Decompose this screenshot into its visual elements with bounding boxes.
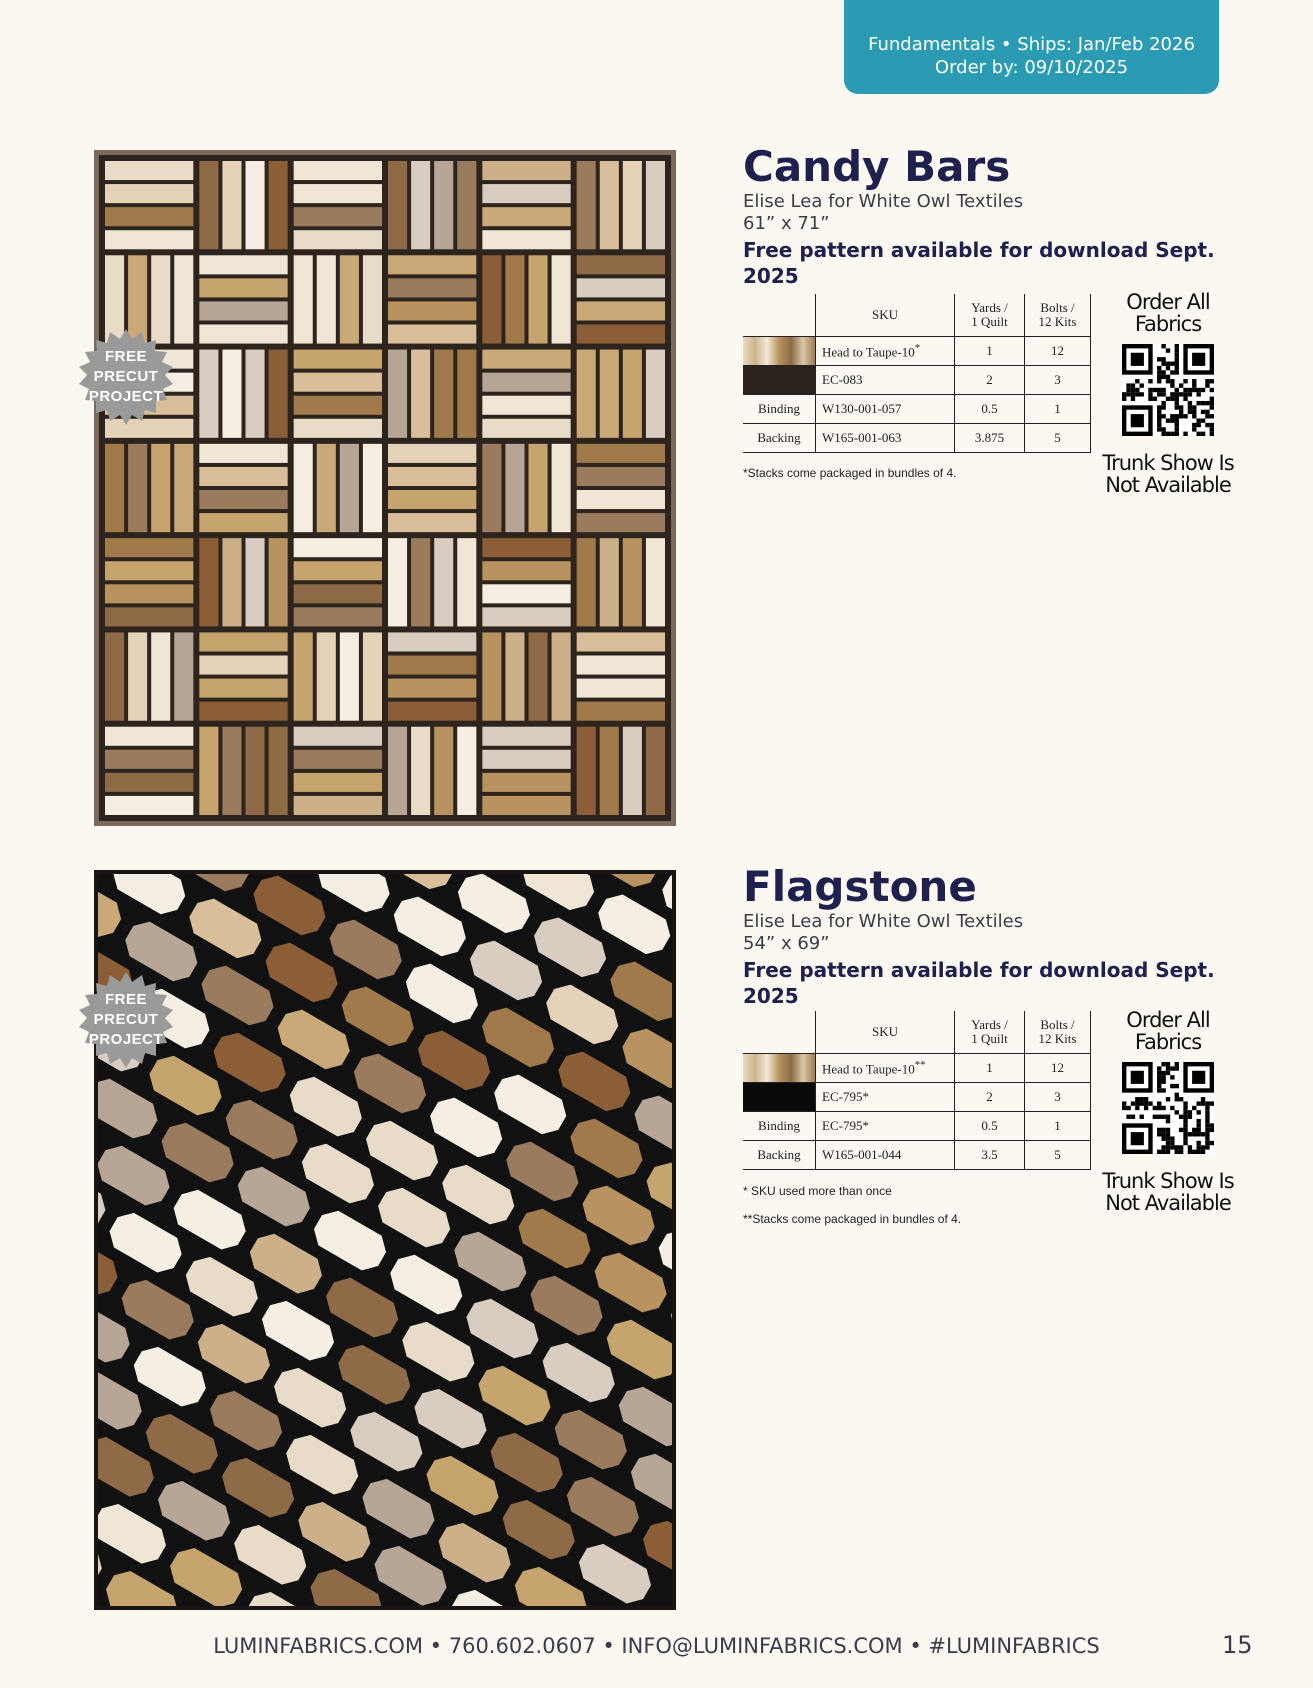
- row-yards: 1: [955, 337, 1025, 366]
- quilt-strip: [577, 679, 665, 698]
- col-bolts: Bolts / 12 Kits: [1025, 1011, 1091, 1054]
- quilt-strip: [577, 255, 665, 274]
- quilt-strip: [269, 161, 288, 249]
- badge-text: [89, 347, 163, 407]
- quilt-strip: [411, 727, 430, 815]
- quilt-strip: [174, 255, 193, 343]
- quilt-strip: [505, 255, 524, 343]
- quilt-strip: [600, 350, 619, 438]
- quilt-strip: [105, 727, 193, 746]
- trunk-line-1: Trunk Show Is: [1102, 451, 1234, 475]
- quilt-strip: [294, 207, 382, 226]
- row-bolts: 1: [1025, 395, 1091, 424]
- quilt-strip: [388, 679, 476, 698]
- qr-code-icon[interactable]: [1122, 1062, 1214, 1154]
- table-row: [743, 366, 1091, 395]
- quilt-strip: [577, 444, 665, 463]
- quilt-strip: [482, 207, 570, 226]
- quilt-strip: [577, 632, 665, 651]
- quilt-strip: [411, 350, 430, 438]
- quilt-strip: [246, 727, 265, 815]
- quilt-strip: [105, 773, 193, 792]
- quilt-strip: [482, 561, 570, 580]
- quilt-strip: [577, 702, 665, 721]
- quilt-strip: [482, 750, 570, 769]
- quilt-strip: [457, 350, 476, 438]
- col-bolts: Bolts / 12 Kits: [1025, 294, 1091, 337]
- order-label-line-2: Fabrics: [1134, 312, 1202, 336]
- quilt-strip: [577, 278, 665, 297]
- quilt-strip: [388, 632, 476, 651]
- quilt-strip: [199, 350, 218, 438]
- quilt-strip: [340, 255, 359, 343]
- designer: Elise Lea for White Owl Textiles: [743, 191, 1024, 212]
- table-row: [743, 424, 1091, 453]
- badge-text: [89, 990, 163, 1050]
- quilt-strip: [222, 727, 241, 815]
- quilt-strip: [600, 161, 619, 249]
- row-sku: W165-001-044: [816, 1141, 955, 1170]
- quilt-strip: [434, 727, 453, 815]
- quilt-strip: [388, 255, 476, 274]
- quilt-strip: [294, 161, 382, 180]
- quilt-strip: [151, 632, 170, 720]
- quilt-strip: [199, 513, 287, 532]
- header-line-2: Order by: 09/10/2025: [934, 57, 1129, 78]
- header-line-1: Fundamentals • Ships: Jan/Feb 2026: [868, 34, 1195, 55]
- quilt-strip: [199, 656, 287, 675]
- quilt-strip: [199, 255, 287, 274]
- stack-note: **Stacks come packaged in bundles of 4.: [743, 1212, 962, 1226]
- table-row: [743, 1141, 1091, 1170]
- row-sku: EC-795*: [816, 1083, 955, 1112]
- quilt-strip: [457, 727, 476, 815]
- quilt-strip: [199, 467, 287, 486]
- quilt-strip: [294, 773, 382, 792]
- quilt-strip: [340, 444, 359, 532]
- quilt-strip: [294, 561, 382, 580]
- quilt-strip: [577, 301, 665, 320]
- free-precut-badge: [76, 327, 176, 427]
- quilt-strip: [199, 444, 287, 463]
- quilt-strip: [577, 513, 665, 532]
- quilt-strip: [505, 632, 524, 720]
- flagstone-sku-table: [743, 1011, 1091, 1170]
- quilt-strip: [317, 255, 336, 343]
- quilt-strip: [505, 444, 524, 532]
- quilt-strip: [199, 702, 287, 721]
- col-sku: SKU: [816, 294, 955, 337]
- quilt-strip: [482, 607, 570, 626]
- row-sku: W130-001-057: [816, 395, 955, 424]
- quilt-strip: [411, 161, 430, 249]
- stack-note: *Stacks come packaged in bundles of 4.: [743, 466, 957, 480]
- table-row: [743, 1112, 1091, 1141]
- quilt-strip: [623, 727, 642, 815]
- trunk-line-2: Not Available: [1105, 473, 1231, 497]
- row-label: Binding: [743, 1112, 816, 1141]
- quilt-strip: [411, 538, 430, 626]
- quilt-strip: [577, 467, 665, 486]
- footer-contact: LUMINFABRICS.COM • 760.602.0607 • INFO@LUMINFABRICS.COM • #LUMINFABRICS: [213, 1634, 1100, 1658]
- quilt-strip: [482, 773, 570, 792]
- row-sku: Head to Taupe-10: [822, 1061, 915, 1077]
- quilt-strip: [482, 419, 570, 438]
- quilt-strip: [246, 350, 265, 438]
- quilt-strip: [457, 161, 476, 249]
- badge-line-1: FREE: [104, 991, 147, 1008]
- quilt-strip: [577, 727, 596, 815]
- quilt-strip: [482, 538, 570, 557]
- qr-code-icon[interactable]: [1122, 344, 1214, 436]
- quilt-strip: [646, 350, 665, 438]
- fabric-swatch: [743, 1054, 816, 1083]
- quilt-strip: [269, 727, 288, 815]
- quilt-strip: [294, 727, 382, 746]
- quilt-strip: [388, 350, 407, 438]
- quilt-strip: [105, 207, 193, 226]
- flagstone-quilt-graphic: [98, 874, 672, 1606]
- quilt-strip: [482, 727, 570, 746]
- quilt-strip: [482, 584, 570, 603]
- row-bolts: 3: [1025, 1083, 1091, 1112]
- quilt-strip: [222, 161, 241, 249]
- quilt-strip: [482, 161, 570, 180]
- sku-repeat-note: * SKU used more than once: [743, 1184, 892, 1198]
- badge-line-3: PROJECT: [88, 388, 164, 405]
- quilt-strip: [363, 632, 382, 720]
- quilt-strip: [105, 750, 193, 769]
- candy-bars-info: [743, 143, 1263, 289]
- quilt-strip: [222, 350, 241, 438]
- row-yards: 3.5: [955, 1141, 1025, 1170]
- quilt-strip: [388, 656, 476, 675]
- quilt-strip: [482, 184, 570, 203]
- quilt-strip: [388, 161, 407, 249]
- quilt-strip: [577, 490, 665, 509]
- quilt-strip: [482, 230, 570, 249]
- row-sku: EC-795*: [816, 1112, 955, 1141]
- quilt-strip: [457, 538, 476, 626]
- row-yards: 2: [955, 366, 1025, 395]
- quilt-strip: [294, 419, 382, 438]
- quilt-strip: [388, 513, 476, 532]
- quilt-strip: [646, 161, 665, 249]
- quilt-strip: [577, 656, 665, 675]
- quilt-strip: [340, 632, 359, 720]
- quilt-strip: [199, 490, 287, 509]
- quilt-strip: [199, 161, 218, 249]
- quilt-strip: [388, 490, 476, 509]
- order-all-label: [1108, 291, 1228, 335]
- quilt-strip: [552, 444, 571, 532]
- row-label: Backing: [743, 424, 816, 453]
- quilt-strip: [105, 796, 193, 815]
- trunk-show-note: [1100, 1170, 1236, 1214]
- quilt-strip: [434, 161, 453, 249]
- row-bolts: 1: [1025, 1112, 1091, 1141]
- trunk-line-2: Not Available: [1105, 1191, 1231, 1215]
- quilt-strip: [317, 632, 336, 720]
- quilt-strip: [199, 679, 287, 698]
- quilt-strip: [388, 278, 476, 297]
- table-row: [743, 337, 1091, 366]
- quilt-strip: [482, 350, 570, 369]
- quilt-strip: [388, 301, 476, 320]
- quilt-strip: [482, 255, 501, 343]
- col-sku: SKU: [816, 1011, 955, 1054]
- row-label: Backing: [743, 1141, 816, 1170]
- quilt-strip: [105, 632, 124, 720]
- quilt-strip: [294, 584, 382, 603]
- quilt-strip: [199, 325, 287, 344]
- quilt-strip: [388, 702, 476, 721]
- quilt-strip: [294, 373, 382, 392]
- quilt-strip: [294, 230, 382, 249]
- designer: Elise Lea for White Owl Textiles: [743, 911, 1024, 932]
- table-row: [743, 1054, 1091, 1083]
- quilt-size: 61” x 71”: [743, 213, 830, 234]
- row-yards: 0.5: [955, 1112, 1025, 1141]
- quilt-strip: [388, 727, 407, 815]
- quilt-strip: [482, 396, 570, 415]
- quilt-strip: [246, 538, 265, 626]
- candy-bars-quilt-graphic: [99, 155, 671, 821]
- quilt-strip: [128, 444, 147, 532]
- quilt-strip: [600, 727, 619, 815]
- quilt-strip: [552, 632, 571, 720]
- quilt-strip: [105, 538, 193, 557]
- quilt-strip: [199, 278, 287, 297]
- trunk-line-1: Trunk Show Is: [1102, 1169, 1234, 1193]
- table-row: [743, 395, 1091, 424]
- quilt-strip: [577, 161, 596, 249]
- quilt-strip: [246, 161, 265, 249]
- quilt-strip: [105, 184, 193, 203]
- quilt-strip: [529, 444, 548, 532]
- quilt-strip: [105, 584, 193, 603]
- row-sku: W165-001-063: [816, 424, 955, 453]
- row-mark: *: [914, 341, 921, 354]
- quilt-size: 54” x 69”: [743, 933, 830, 954]
- quilt-strip: [482, 632, 501, 720]
- quilt-strip: [105, 607, 193, 626]
- order-all-label: [1108, 1009, 1228, 1053]
- row-mark: **: [914, 1058, 926, 1071]
- row-label: Binding: [743, 395, 816, 424]
- badge-line-2: PRECUT: [93, 368, 159, 385]
- quilt-strip: [269, 538, 288, 626]
- row-bolts: 12: [1025, 1054, 1091, 1083]
- quilt-strip: [646, 538, 665, 626]
- quilt-strip: [294, 444, 313, 532]
- row-yards: 2: [955, 1083, 1025, 1112]
- quilt-strip: [482, 444, 501, 532]
- quilt-strip: [388, 538, 407, 626]
- quilt-strip: [199, 632, 287, 651]
- quilt-strip: [317, 444, 336, 532]
- badge-line-3: PROJECT: [88, 1031, 164, 1048]
- row-yards: 1: [955, 1054, 1025, 1083]
- quilt-strip: [577, 325, 665, 344]
- quilt-strip: [552, 255, 571, 343]
- fabric-swatch: [743, 1083, 816, 1112]
- quilt-strip: [623, 161, 642, 249]
- badge-line-1: FREE: [104, 348, 147, 365]
- row-bolts: 12: [1025, 337, 1091, 366]
- col-yards: Yards / 1 Quilt: [955, 294, 1025, 337]
- order-label-line-2: Fabrics: [1134, 1030, 1202, 1054]
- header-tab: [844, 0, 1219, 94]
- quilt-strip: [388, 467, 476, 486]
- fabric-swatch: [743, 337, 816, 366]
- quilt-strip: [294, 750, 382, 769]
- quilt-strip: [199, 538, 218, 626]
- quilt-strip: [434, 538, 453, 626]
- quilt-strip: [294, 538, 382, 557]
- quilt-strip: [482, 373, 570, 392]
- quilt-strip: [105, 230, 193, 249]
- row-yards: 3.875: [955, 424, 1025, 453]
- quilt-strip: [105, 444, 124, 532]
- candy-bars-sku-table: [743, 294, 1091, 453]
- quilt-strip: [434, 350, 453, 438]
- quilt-strip: [529, 255, 548, 343]
- table-header: [743, 1011, 1091, 1054]
- quilt-strip: [199, 301, 287, 320]
- row-bolts: 5: [1025, 1141, 1091, 1170]
- quilt-strip: [294, 607, 382, 626]
- quilt-strip: [363, 444, 382, 532]
- quilt-strip: [294, 632, 313, 720]
- quilt-strip: [623, 538, 642, 626]
- table-header: [743, 294, 1091, 337]
- row-yards: 0.5: [955, 395, 1025, 424]
- quilt-strip: [529, 632, 548, 720]
- project-title: Candy Bars: [743, 142, 1011, 191]
- quilt-strip: [388, 444, 476, 463]
- col-yards: Yards / 1 Quilt: [955, 1011, 1025, 1054]
- order-label-line-1: Order All: [1126, 290, 1210, 314]
- quilt-strip: [577, 538, 596, 626]
- quilt-strip: [222, 538, 241, 626]
- quilt-strip: [174, 444, 193, 532]
- row-sku: EC-083: [816, 366, 955, 395]
- fabric-swatch: [743, 366, 816, 395]
- free-precut-badge: [76, 970, 176, 1070]
- quilt-strip: [294, 184, 382, 203]
- order-label-line-1: Order All: [1126, 1008, 1210, 1032]
- badge-line-2: PRECUT: [93, 1011, 159, 1028]
- quilt-strip: [600, 538, 619, 626]
- flagstone-quilt-image: [94, 870, 676, 1610]
- flagstone-info: [743, 863, 1263, 1009]
- quilt-strip: [482, 796, 570, 815]
- table-row: [743, 1083, 1091, 1112]
- quilt-strip: [269, 350, 288, 438]
- free-pattern-note: Free pattern available for download Sept. 2025: [743, 238, 1215, 288]
- quilt-strip: [294, 255, 313, 343]
- quilt-strip: [646, 727, 665, 815]
- free-pattern-note: Free pattern available for download Sept. 2025: [743, 958, 1215, 1008]
- row-sku: Head to Taupe-10: [822, 344, 915, 360]
- candy-bars-quilt-image: [94, 150, 676, 826]
- row-bolts: 3: [1025, 366, 1091, 395]
- quilt-strip: [294, 396, 382, 415]
- quilt-strip: [128, 632, 147, 720]
- quilt-strip: [151, 444, 170, 532]
- quilt-strip: [363, 255, 382, 343]
- quilt-strip: [577, 350, 596, 438]
- row-bolts: 5: [1025, 424, 1091, 453]
- quilt-strip: [623, 350, 642, 438]
- page-number: 15: [1222, 1631, 1253, 1659]
- quilt-strip: [174, 632, 193, 720]
- quilt-strip: [294, 350, 382, 369]
- quilt-strip: [388, 325, 476, 344]
- project-title: Flagstone: [743, 862, 977, 911]
- quilt-strip: [199, 727, 218, 815]
- trunk-show-note: [1100, 452, 1236, 496]
- quilt-strip: [105, 561, 193, 580]
- quilt-strip: [105, 161, 193, 180]
- quilt-strip: [294, 796, 382, 815]
